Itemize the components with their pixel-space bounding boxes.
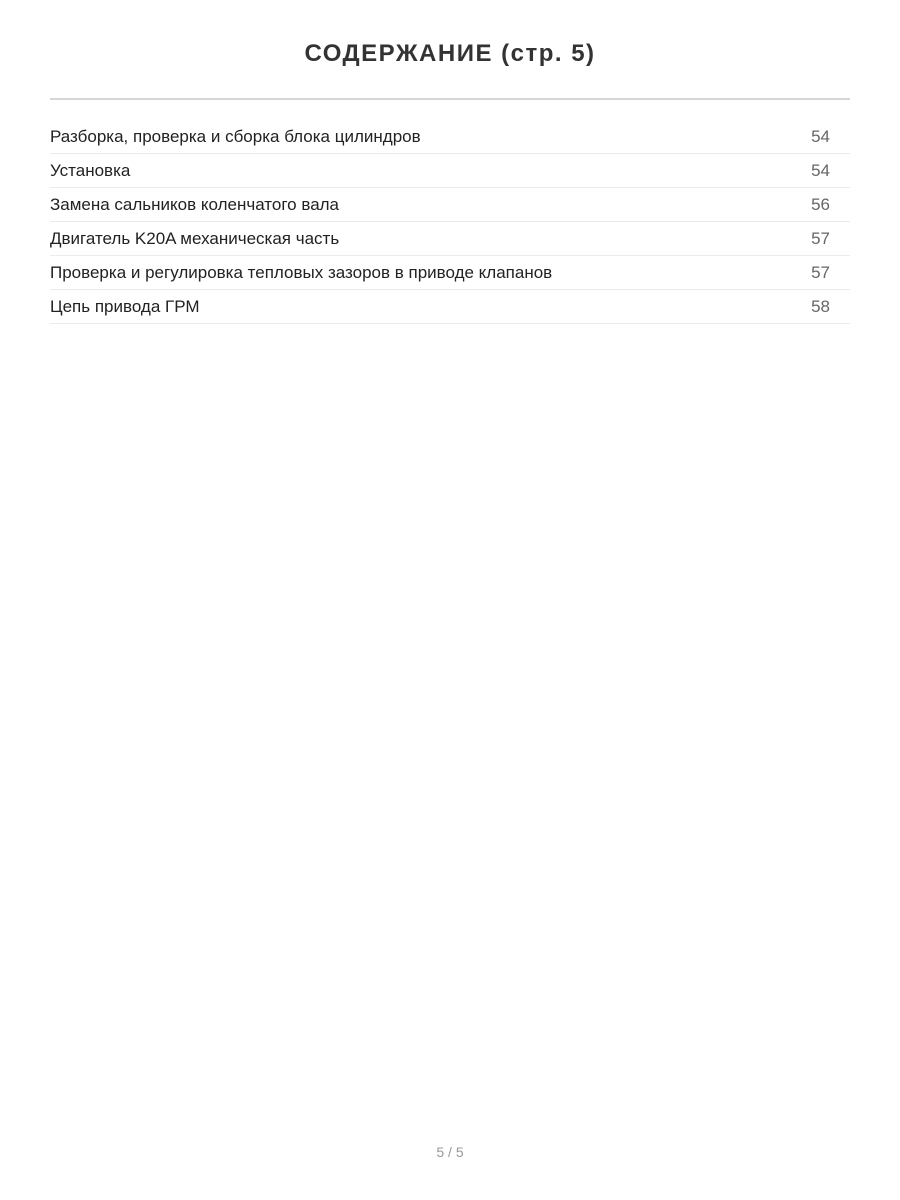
toc-entry-page-number: 57 <box>811 228 830 248</box>
toc-entry-title: Двигатель K20A механическая часть <box>50 228 340 248</box>
title-divider <box>50 98 850 100</box>
toc-entry-title: Установка <box>50 160 131 180</box>
toc-entry-title: Замена сальников коленчатого вала <box>50 194 340 214</box>
toc-entry-title: Проверка и регулировка тепловых зазоров в приводе клапанов <box>50 262 553 282</box>
page-indicator: 5 / 5 <box>436 1144 464 1160</box>
toc-entry[interactable] <box>50 222 850 256</box>
toc-entry-page-number: 57 <box>811 262 830 282</box>
toc-entry[interactable] <box>50 120 850 154</box>
toc-entry[interactable] <box>50 188 850 222</box>
toc-entry[interactable] <box>50 154 850 188</box>
toc-entry[interactable] <box>50 290 850 324</box>
toc-entry-title: Цепь привода ГРМ <box>50 296 200 316</box>
page-title: СОДЕРЖАНИЕ (стр. 5) <box>304 40 596 67</box>
toc-entry-page-number: 54 <box>811 160 830 180</box>
toc-entry[interactable] <box>50 256 850 290</box>
toc-entry-page-number: 56 <box>811 194 830 214</box>
table-of-contents <box>50 120 850 324</box>
toc-entry-page-number: 58 <box>811 296 830 316</box>
toc-entry-title: Разборка, проверка и сборка блока цилиндров <box>50 126 421 146</box>
toc-entry-page-number: 54 <box>811 126 830 146</box>
